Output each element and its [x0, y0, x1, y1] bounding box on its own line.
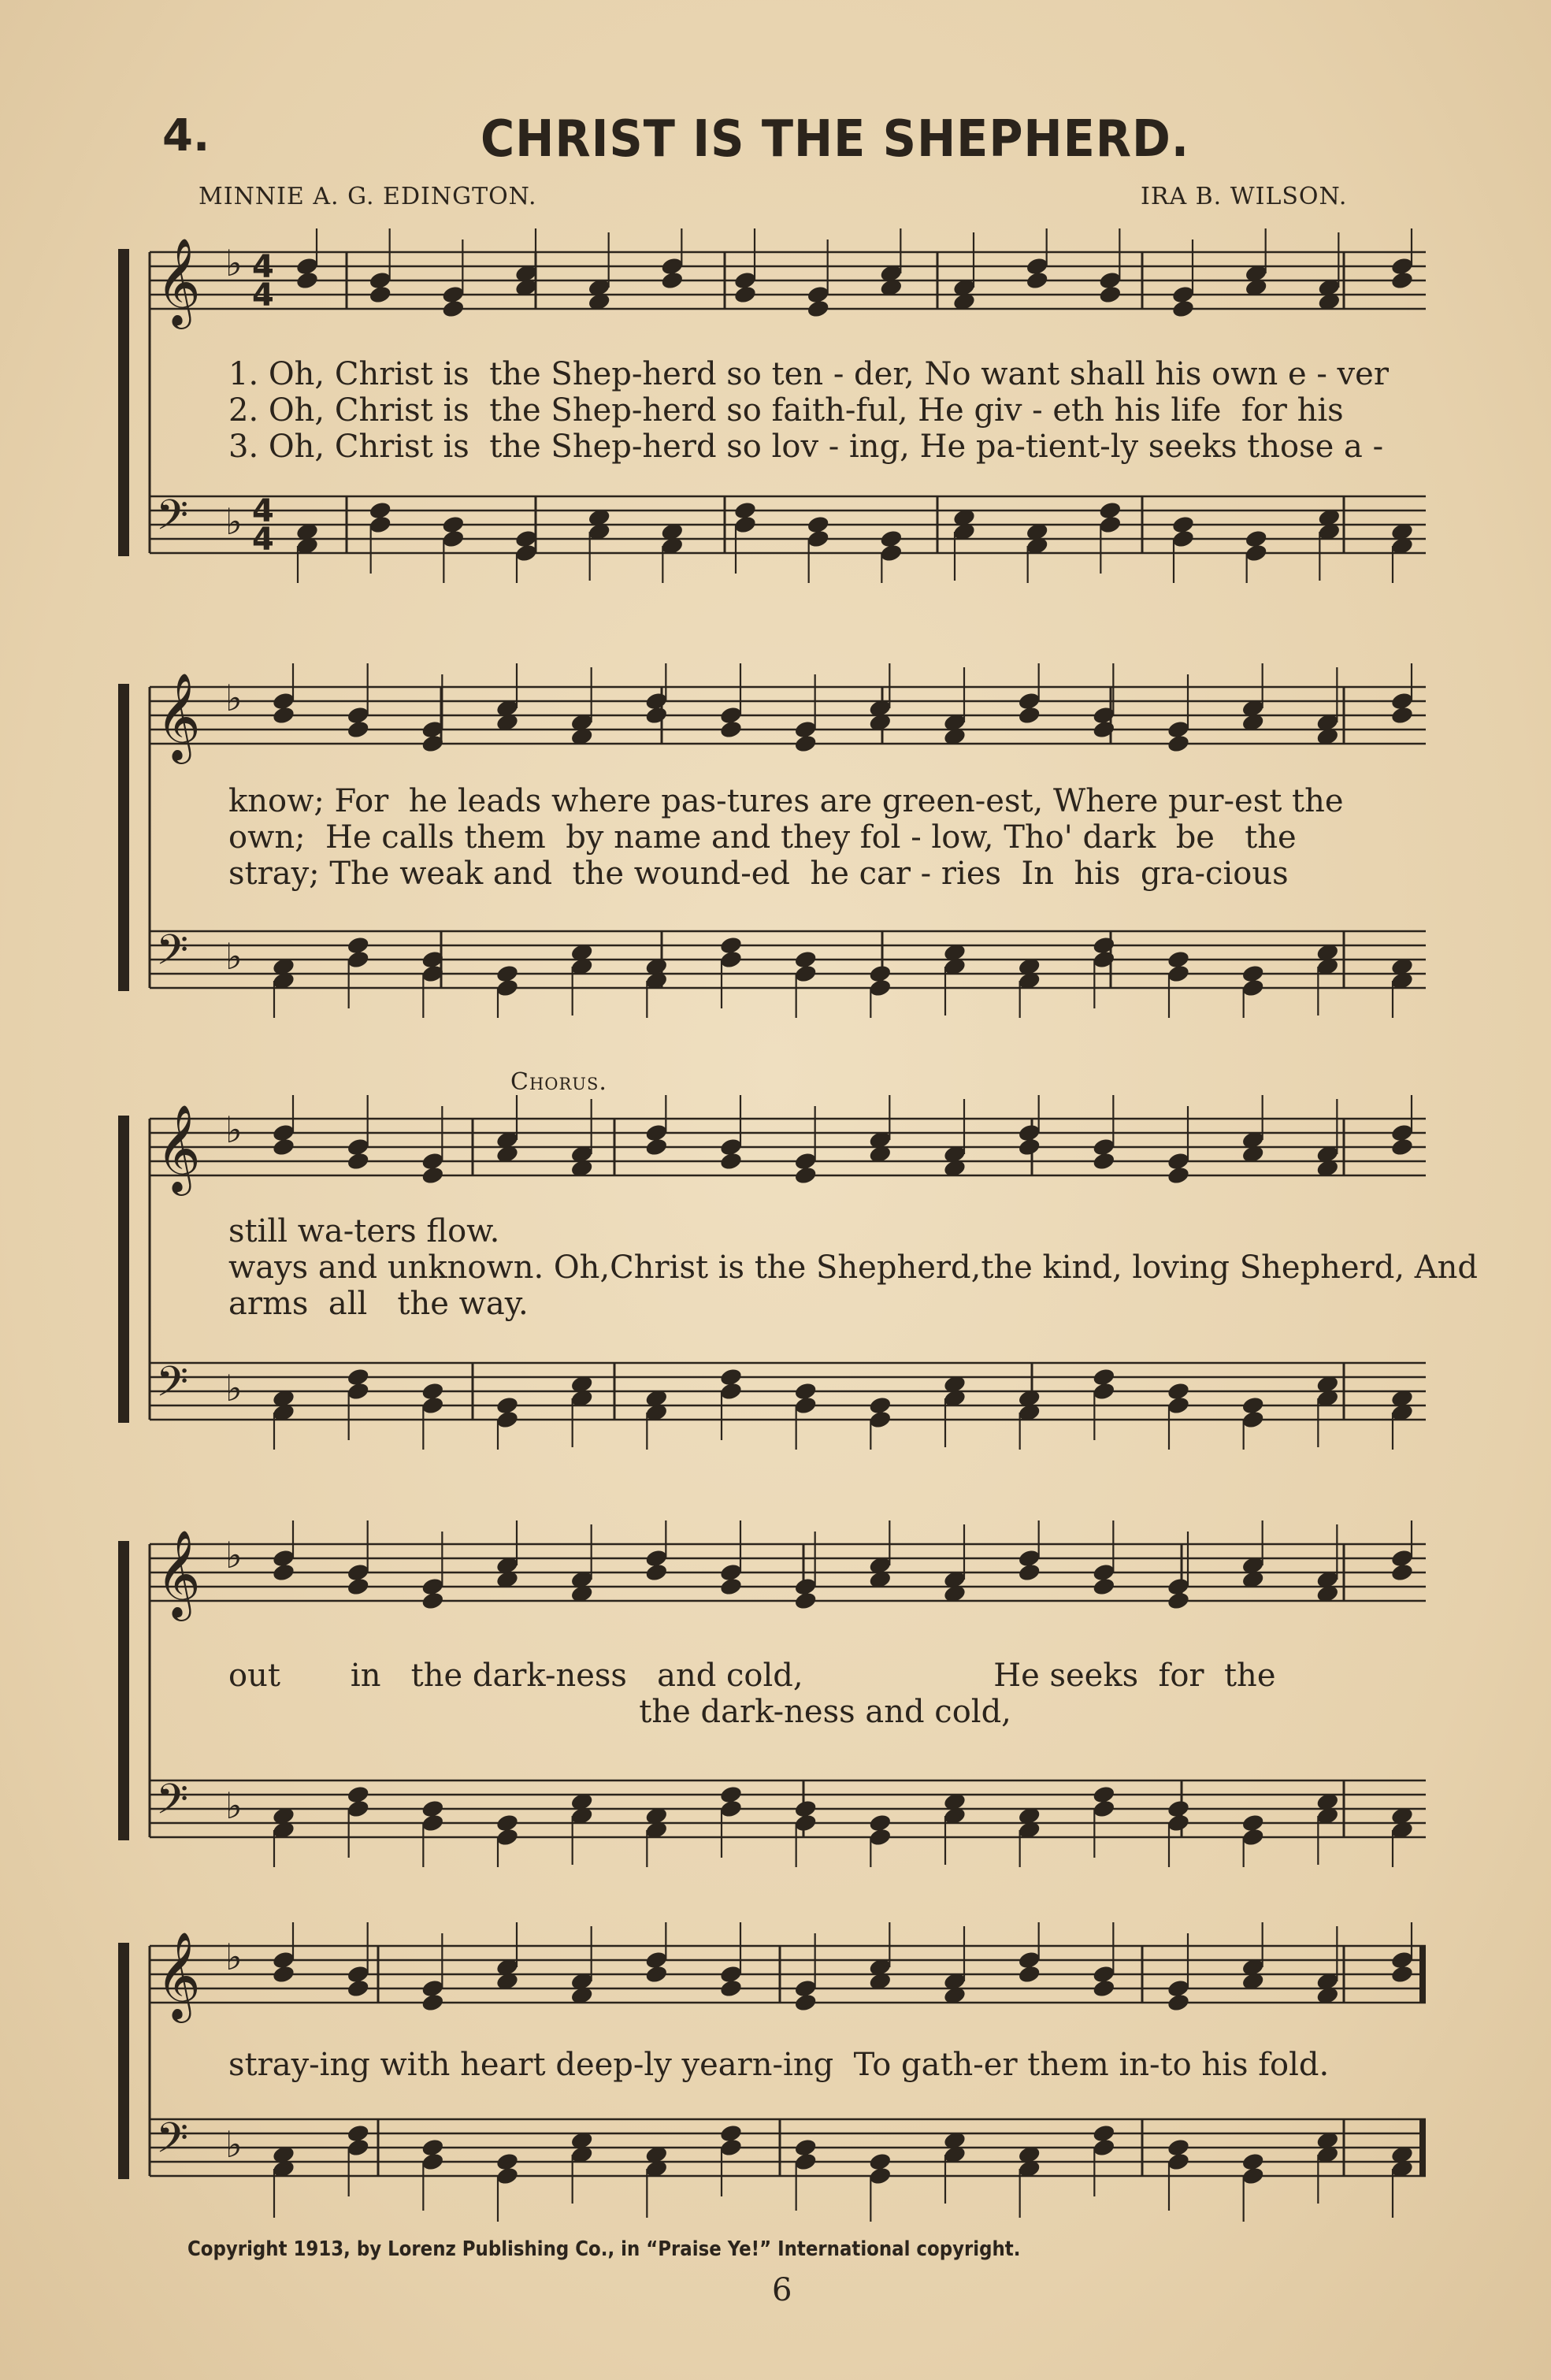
note-head [793, 2152, 818, 2172]
bass-clef-icon: 𝄢 [156, 492, 189, 550]
flat-key-signature-icon: ♭ [225, 500, 243, 543]
note-head [1092, 719, 1116, 740]
note-head [719, 949, 744, 970]
lyric-verse-3: stray; The weak and the wound-ed he car - ries In his gra-cious [228, 856, 1289, 892]
note-head [733, 514, 758, 535]
note-head [719, 1576, 744, 1597]
note-head [1390, 1964, 1415, 1985]
note-head [793, 1395, 818, 1416]
flat-key-signature-icon: ♭ [225, 1784, 243, 1827]
note-head [1092, 1381, 1116, 1402]
brace [118, 1116, 129, 1423]
note-head [1167, 964, 1191, 984]
note-head [421, 2152, 445, 2172]
note-head [1241, 1827, 1265, 1847]
note-head [868, 2166, 892, 2186]
brace [118, 1541, 129, 1840]
note-head [1017, 705, 1041, 726]
time-signature-digit: 4 [252, 277, 274, 314]
note-head [644, 1137, 669, 1157]
note-head [644, 1562, 669, 1583]
note-head [495, 978, 520, 998]
note-head [346, 1576, 370, 1597]
note-head [806, 529, 830, 549]
note-head [1241, 978, 1265, 998]
note-head [793, 733, 818, 754]
treble-clef-icon: 𝄞 [156, 237, 201, 325]
note-head [793, 964, 818, 984]
note-head [1241, 1409, 1265, 1430]
note-head [346, 2137, 370, 2158]
note-head [644, 1964, 669, 1985]
treble-clef-icon: 𝄞 [156, 672, 201, 760]
note-head [346, 1151, 370, 1171]
note-head [295, 270, 320, 291]
note-head [868, 1409, 892, 1430]
lyric-line-1: out in the dark-ness and cold, He seeks for the [228, 1658, 1276, 1694]
note-head [441, 529, 466, 549]
note-head [421, 1992, 445, 2013]
note-head [1167, 1992, 1191, 2013]
note-head [793, 1813, 818, 1833]
lyricist: MINNIE A. G. EDINGTON. [199, 183, 537, 210]
note-head [1017, 1964, 1041, 1985]
note-head [719, 1978, 744, 1999]
note-head [1017, 1137, 1041, 1157]
flat-key-signature-icon: ♭ [225, 1367, 243, 1409]
note-head [495, 2166, 520, 2186]
lyric-verse-1: still wa-ters flow. [228, 1213, 500, 1249]
note-head [1017, 1562, 1041, 1583]
note-head [1098, 514, 1122, 535]
treble-clef-icon: 𝄞 [156, 1931, 201, 2019]
bass-clef-icon: 𝄢 [156, 2115, 189, 2173]
time-signature-digit: 4 [252, 249, 274, 285]
note-head [346, 1381, 370, 1402]
treble-clef-icon: 𝄞 [156, 1529, 201, 1617]
lyric-verse-3: arms all the way. [228, 1286, 529, 1322]
bass-clef-icon: 𝄢 [156, 1358, 189, 1416]
flat-key-signature-icon: ♭ [225, 242, 243, 284]
bass-clef-icon: 𝄢 [156, 1776, 189, 1834]
note-head [421, 1591, 445, 1611]
hymn-title: CHRIST IS THE SHEPHERD. [481, 110, 1190, 169]
flat-key-signature-icon: ♭ [225, 1534, 243, 1576]
note-head [1092, 1151, 1116, 1171]
note-head [644, 705, 669, 726]
treble-clef-icon: 𝄞 [156, 1104, 201, 1192]
note-head [346, 949, 370, 970]
lyric-verse-1: know; For he leads where pas-tures are green-est, Where pur-est the [228, 783, 1344, 819]
note-head [719, 719, 744, 740]
final-barline [1419, 2119, 1426, 2176]
lyric-verse-1: 1. Oh, Christ is the Shep-herd so ten - der, No want shall his own e - ver [228, 356, 1389, 392]
brace [118, 684, 129, 991]
copyright-notice: Copyright 1913, by Lorenz Publishing Co., in “Praise Ye!” International copyright. [187, 2237, 1021, 2261]
note-head [1167, 733, 1191, 754]
note-head [806, 299, 830, 319]
note-head [495, 1827, 520, 1847]
lyric-line-2: the dark-ness and cold, [228, 1694, 1011, 1730]
note-head [660, 270, 685, 291]
note-head [421, 1813, 445, 1833]
note-head [1092, 949, 1116, 970]
lyric-verse-2: 2. Oh, Christ is the Shep-herd so faith-ful, He giv - eth his life for his [228, 392, 1344, 429]
note-head [1167, 1591, 1191, 1611]
note-head [346, 1978, 370, 1999]
note-head [1390, 1137, 1415, 1157]
lyric-verse-2: own; He calls them by name and they fol - low, Tho' dark be the [228, 819, 1297, 856]
note-head [272, 1562, 296, 1583]
time-signature-digit: 4 [252, 493, 274, 529]
note-head [1390, 705, 1415, 726]
note-head [421, 1395, 445, 1416]
chorus-label: Chorus. [510, 1068, 607, 1096]
note-head [1171, 529, 1196, 549]
note-head [1390, 270, 1415, 291]
note-head [793, 1992, 818, 2013]
note-head [879, 543, 904, 563]
flat-key-signature-icon: ♭ [225, 935, 243, 978]
note-head [368, 284, 392, 305]
note-head [1092, 1978, 1116, 1999]
note-head [1167, 1395, 1191, 1416]
bass-clef-icon: 𝄢 [156, 926, 189, 985]
note-head [1167, 1165, 1191, 1186]
note-head [1390, 1562, 1415, 1583]
flat-key-signature-icon: ♭ [225, 1936, 243, 1978]
note-head [1092, 1799, 1116, 1819]
note-head [868, 1827, 892, 1847]
note-head [719, 1799, 744, 1819]
note-head [1244, 543, 1268, 563]
note-head [793, 1591, 818, 1611]
composer: IRA B. WILSON. [1141, 183, 1348, 210]
flat-key-signature-icon: ♭ [225, 677, 243, 719]
note-head [421, 1165, 445, 1186]
lyric-line-1: stray-ing with heart deep-ly yearn-ing To gath-er them in-to his fold. [228, 2047, 1330, 2083]
note-head [1092, 2137, 1116, 2158]
lyric-verse-3: 3. Oh, Christ is the Shep-herd so lov - ing, He pa-tient-ly seeks those a - [228, 429, 1384, 465]
final-barline [1419, 1946, 1426, 2003]
flat-key-signature-icon: ♭ [225, 2123, 243, 2166]
note-head [1025, 270, 1049, 291]
time-signature-digit: 4 [252, 522, 274, 558]
note-head [793, 1165, 818, 1186]
note-head [733, 284, 758, 305]
page-number: 6 [772, 2272, 792, 2308]
note-head [1167, 1813, 1191, 1833]
flat-key-signature-icon: ♭ [225, 1108, 243, 1151]
note-head [1092, 1576, 1116, 1597]
note-head [1171, 299, 1196, 319]
note-head [272, 1964, 296, 1985]
note-head [719, 1381, 744, 1402]
hymn-number: 4. [162, 110, 210, 162]
note-head [272, 705, 296, 726]
note-head [272, 1137, 296, 1157]
note-head [1098, 284, 1122, 305]
lyric-verse-2: ways and unknown. Oh,Christ is the Shepherd,the kind, loving Shepherd, And [228, 1249, 1479, 1286]
note-head [495, 1409, 520, 1430]
note-head [441, 299, 466, 319]
note-head [346, 719, 370, 740]
note-head [1167, 2152, 1191, 2172]
note-head [346, 1799, 370, 1819]
note-head [719, 1151, 744, 1171]
note-head [868, 978, 892, 998]
note-head [1241, 2166, 1265, 2186]
note-head [368, 514, 392, 535]
brace [118, 1943, 129, 2179]
brace [118, 249, 129, 556]
note-head [719, 2137, 744, 2158]
